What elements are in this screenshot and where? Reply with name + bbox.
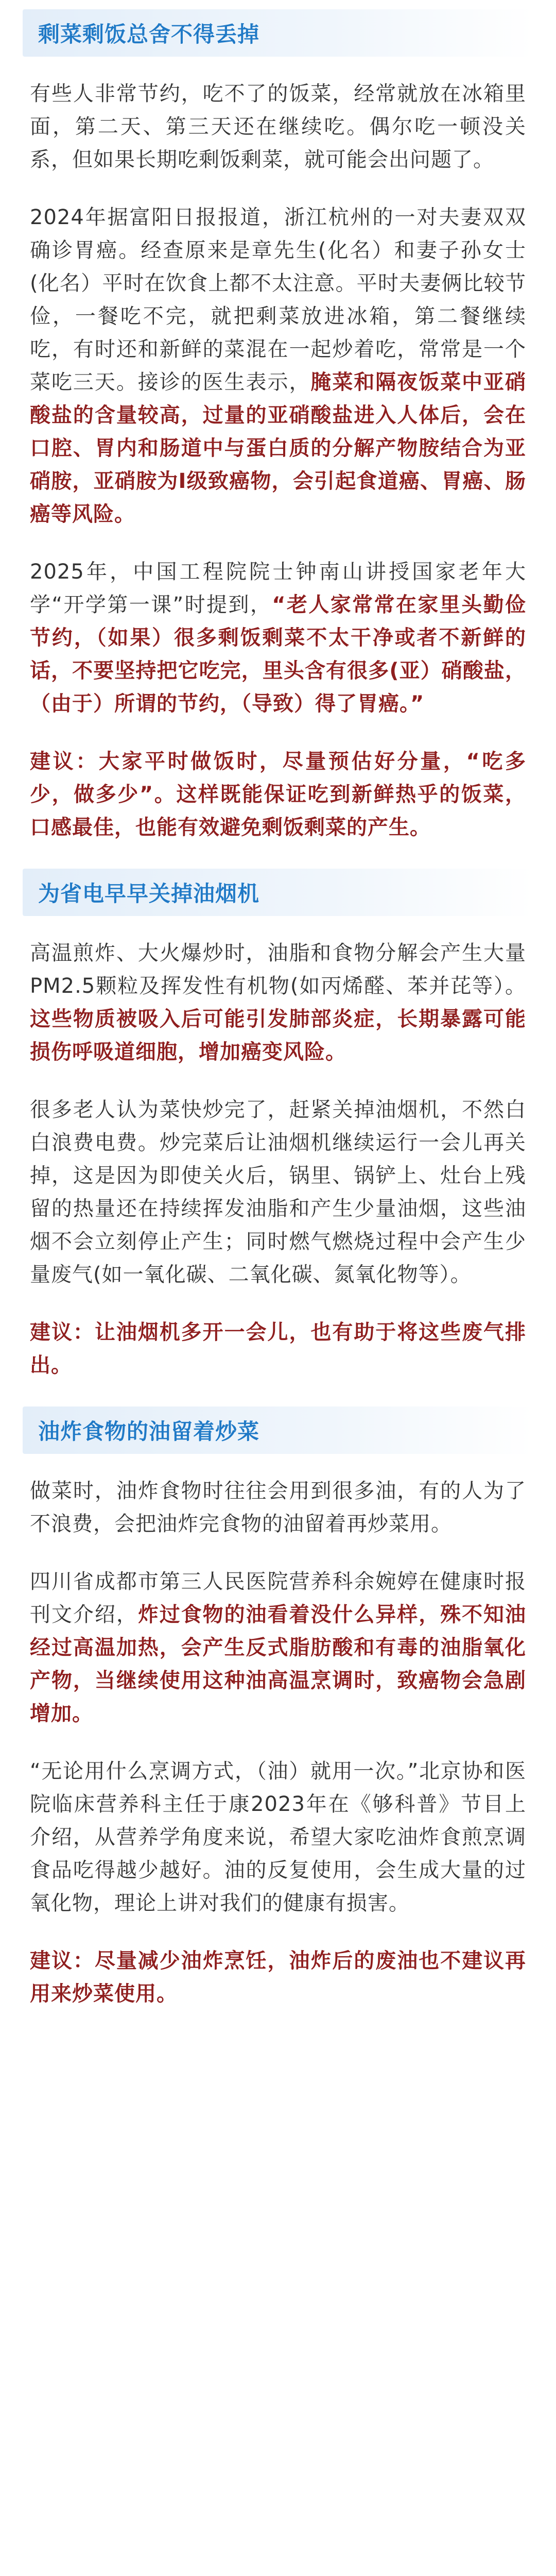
highlighted-text: 这些物质被吸入后可能引发肺部炎症，长期暴露可能损伤呼吸道细胞，增加癌变风险。: [30, 1007, 526, 1064]
paragraph-text: 高温煎炸、大火爆炒时，油脂和食物分解会产生大量PM2.5颗粒及挥发性有机物(如丙烯醛、苯并芘等）。: [30, 941, 526, 998]
paragraph-text: 2024年据富阳日报报道，浙江杭州的一对夫妻双双确诊胃癌。经查原来是章先生(化名）和妻子孙女士(化名）平时在饮食上都不太注意。平时夫妻俩比较节俭，一餐吃不完，就把剩菜放进冰箱，第二餐继续吃，有时还和新鲜的菜混在一起炒着吃，常常是一个菜吃三天。接诊的医生表示，: [30, 206, 526, 394]
section-title: 油炸食物的油留着炒菜: [38, 1419, 260, 1444]
advice-text: 建议：让油烟机多开一会儿，也有助于将这些废气排出。: [30, 1320, 526, 1377]
highlighted-text: 炸过食物的油看着没什么异样，殊不知油经过高温加热，会产生反式脂肪酸和有毒的油脂氧化产物，当继续使用这种油高温烹调时，致癌物会急剧增加。: [30, 1603, 527, 1725]
section-leftovers: [23, 9, 533, 844]
paragraph: [23, 1565, 533, 1730]
paragraph: [23, 555, 533, 720]
paragraph-text: 做菜时，油炸食物时往往会用到很多油，有的人为了不浪费，会把油炸完食物的油留着再炒菜用。: [30, 1479, 526, 1536]
section-range-hood: [23, 869, 533, 1382]
paragraph-text: 四川省成都市第三人民医院营养科余婉婷在健康时报刊文介绍，: [30, 1570, 526, 1626]
section-title: 剩菜剩饭总舍不得丢掉: [38, 22, 260, 47]
section-header: [23, 9, 533, 57]
section-title: 为省电早早关掉油烟机: [38, 881, 260, 906]
paragraph: [23, 201, 533, 531]
advice-text: 建议：大家平时做饭时，尽量预估好分量，“吃多少，做多少”。这样既能保证吃到新鲜热乎的饭菜，口感最佳，也能有效避免剩饭剩菜的产生。: [30, 750, 526, 839]
section-frying-oil: [23, 1406, 533, 2010]
section-header: [23, 1406, 533, 1454]
highlighted-quote: “老人家常常在家里头勤俭节约，（如果）很多剩饭剩菜不太干净或者不新鲜的话，不要坚持把它吃完，里头含有很多(亚）硝酸盐，（由于）所谓的节约，（导致）得了胃癌。”: [30, 593, 526, 716]
highlighted-text: 腌菜和隔夜饭菜中亚硝酸盐的含量较高，过量的亚硝酸盐进入人体后，会在口腔、胃内和肠道中与蛋白质的分解产物胺结合为亚硝胺，亚硝胺为I级致癌物，会引起食道癌、胃癌、肠癌等风险。: [30, 370, 527, 526]
paragraph-text: “无论用什么烹调方式，（油）就用一次。”北京协和医院临床营养科主任于康2023年在《够科普》节目上介绍，从营养学角度来说，希望大家吃油炸食煎烹调食品吃得越少越好。油的反复使用，会生成大量的过氧化物，理论上讲对我们的健康有损害。: [30, 1759, 526, 1915]
paragraph: [23, 1755, 533, 1920]
section-header: [23, 869, 533, 916]
paragraph: [23, 1093, 533, 1291]
paragraph-text: 2025年，中国工程院院士钟南山讲授国家老年大学“开学第一课”时提到，: [30, 560, 526, 617]
paragraph: [23, 1475, 533, 1540]
paragraph-text: 有些人非常节约，吃不了的饭菜，经常就放在冰箱里面，第二天、第三天还在继续吃。偶尔吃一顿没关系，但如果长期吃剩饭剩菜，就可能会出问题了。: [30, 82, 526, 172]
paragraph: [23, 77, 533, 176]
paragraph-text: 很多老人认为菜快炒完了，赶紧关掉油烟机，不然白白浪费电费。炒完菜后让油烟机继续运行一会儿再关掉，这是因为即使关火后，锅里、锅铲上、灶台上残留的热量还在持续挥发油脂和产生少量油烟，这些油烟不会立刻停止产生；同时燃气燃烧过程中会产生少量废气(如一氧化碳、二氧化碳、氮氧化物等）。: [30, 1098, 526, 1286]
paragraph: [23, 937, 533, 1069]
advice-text: 建议：尽量减少油炸烹饪，油炸后的废油也不建议再用来炒菜使用。: [30, 1949, 526, 2006]
